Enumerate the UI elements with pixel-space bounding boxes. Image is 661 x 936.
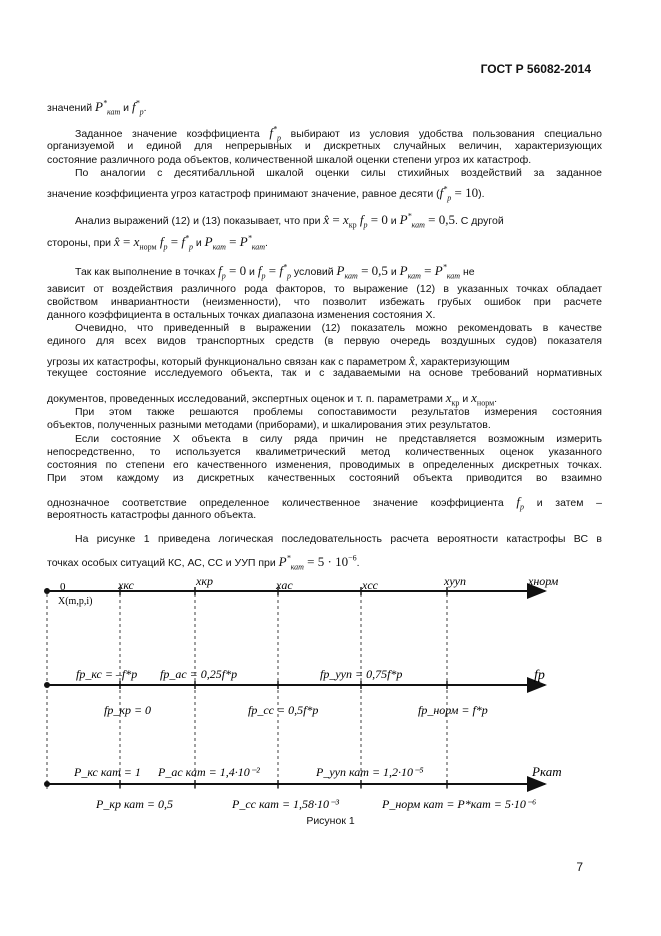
- text-line: состояние различного рода объектов, количественной шкалой оценки степени угроз их катастроф.: [47, 154, 532, 166]
- x-label: xнорм: [528, 574, 559, 588]
- text-line: Очевидно, что приведенный в выражении (12) показатель можно рекомендовать в качестве: [75, 322, 602, 334]
- x-label: xкр: [196, 574, 213, 588]
- text-line: Если состояние X объекта в силу ряда причин не представляется возможным измерить: [75, 433, 602, 445]
- fp-point-label: fp_ууп = 0,75f*p: [320, 667, 403, 681]
- text-line: При этом также решаются проблемы сопоставимости результатов измерения состояния: [75, 406, 602, 418]
- page-number: 7: [576, 860, 583, 874]
- text-line: точках особых ситуаций КС, АС, СС и УУП при $P^*_{кат} = 5 \cdot 10^{-6}$.: [47, 553, 360, 572]
- text-line: угрозы их катастрофы, который функционально связан как с параметром x̂, характеризующим: [47, 353, 510, 368]
- pkat-point-label: P_ас кат = 1,4·10⁻²: [158, 765, 260, 779]
- text-line: На рисунке 1 приведена логическая последовательность расчета вероятности катастрофы ВС в: [75, 533, 602, 545]
- text-line: значение коэффициента угроз катастроф принимают значение, равное десяти $(f^*_р = 10)$.: [47, 184, 485, 203]
- text-line: Анализ выражений (12) и (13) показывает, что при x̂ = $x_{кр}$ $f_р = 0$ и $P^*_{кат} = 0,5$. С другой: [75, 211, 504, 230]
- text-line: организуемой и единой для непрерывных и дискретных случайных величин, характеризующих: [47, 140, 602, 152]
- fp-point-label: fp_кс = –f*p: [76, 667, 138, 681]
- text-line: свойством инвариантности (неизменности), что позволит избежать грубых ошибок при расчете: [47, 296, 602, 308]
- text-line: зависит от воздействия различного рода факторов, то выражение (12) в указанных точках обладает: [47, 283, 602, 295]
- pkat-point-label: P_кс кат = 1: [74, 765, 141, 779]
- pkat-point-label: P_сс кат = 1,58·10⁻³: [232, 797, 339, 811]
- text-line: При этом каждому из дискретных качественных состояний объекта приводится во взаимно: [47, 472, 602, 484]
- text-line: текущее состояние исследуемого объекта, так и с задаваемыми на основе требований нормативных: [47, 367, 602, 379]
- text-line: По аналогии с десятибалльной шкалой оценки силы стихийных воздействий за заданное: [75, 167, 602, 179]
- pkat-point-label: P_норм кат = P*кат = 5·10⁻⁶: [382, 797, 537, 811]
- text-line: объектов, полученных разными методами (приборами), и шкалирования этих результатов.: [47, 419, 491, 431]
- text-line: Так как выполнение в точках $f_р = 0$ и $f_р = f^*_р$ условий $P_{кат} = 0,5$ и $P_{кат} = P^*_{кат}$ не: [75, 262, 475, 281]
- text-line: стороны, при x̂ = $x_{норм}$ $f_р = f^*_р$ и $P_{кат} = P^*_{кат}$.: [47, 233, 268, 252]
- x-label: xас: [276, 578, 293, 592]
- state-label: X(m,p,i): [58, 596, 93, 607]
- fp-point-label: fp_норм = f*p: [418, 703, 488, 717]
- text-line: однозначное соответствие определенное количественное значение коэффициента $f_р$ и затем –: [47, 494, 602, 512]
- document-code: ГОСТ Р 56082-2014: [480, 62, 591, 76]
- fp-point-label: fp_кр = 0: [104, 703, 152, 717]
- fp-axis-name: fp: [534, 668, 545, 683]
- figure-caption: Рисунок 1: [306, 815, 355, 827]
- figure-1-diagram: [0, 570, 661, 815]
- text-line: значений $P^*_{кат}$ и $f^*_р$.: [47, 98, 147, 117]
- fp-point-label: fp_сс = 0,5f*p: [248, 703, 319, 717]
- fp-point-label: fp_ас = 0,25f*p: [160, 667, 238, 681]
- x-label: xкс: [118, 578, 134, 592]
- text-line: документов, проведенных исследований, экспертных оценок и т. п. параметрами $x_{кр}$ и $x_{норм}$.: [47, 390, 498, 408]
- x-label: xсс: [362, 578, 378, 592]
- pkat-point-label: P_кр кат = 0,5: [96, 797, 174, 811]
- text-line: данного коэффициента в остальных точках диапазона изменения состояния X.: [47, 309, 436, 321]
- x-label: xууп: [444, 574, 466, 588]
- dashed-guides: [47, 588, 447, 792]
- text-line: единого для всех видов транспортных средств (в первую очередь воздушных судов) показателя: [47, 335, 602, 347]
- pkat-point-label: P_ууп кат = 1,2·10⁻⁵: [316, 765, 424, 779]
- origin-label: 0: [60, 581, 66, 593]
- text-line: Заданное значение коэффициента $f^*_р$ выбирают из условия удобства пользования специально: [75, 124, 602, 143]
- text-line: вероятность катастрофы данного объекта.: [47, 509, 257, 521]
- text-line: непосредственно, то используется квалиметрический метод количественных оценок указанного: [47, 446, 602, 458]
- pkat-axis-name: Pкат: [532, 764, 562, 779]
- text-line: состояния по степени его качественного изменения, проводимых в определенных дискретных точках.: [47, 459, 602, 471]
